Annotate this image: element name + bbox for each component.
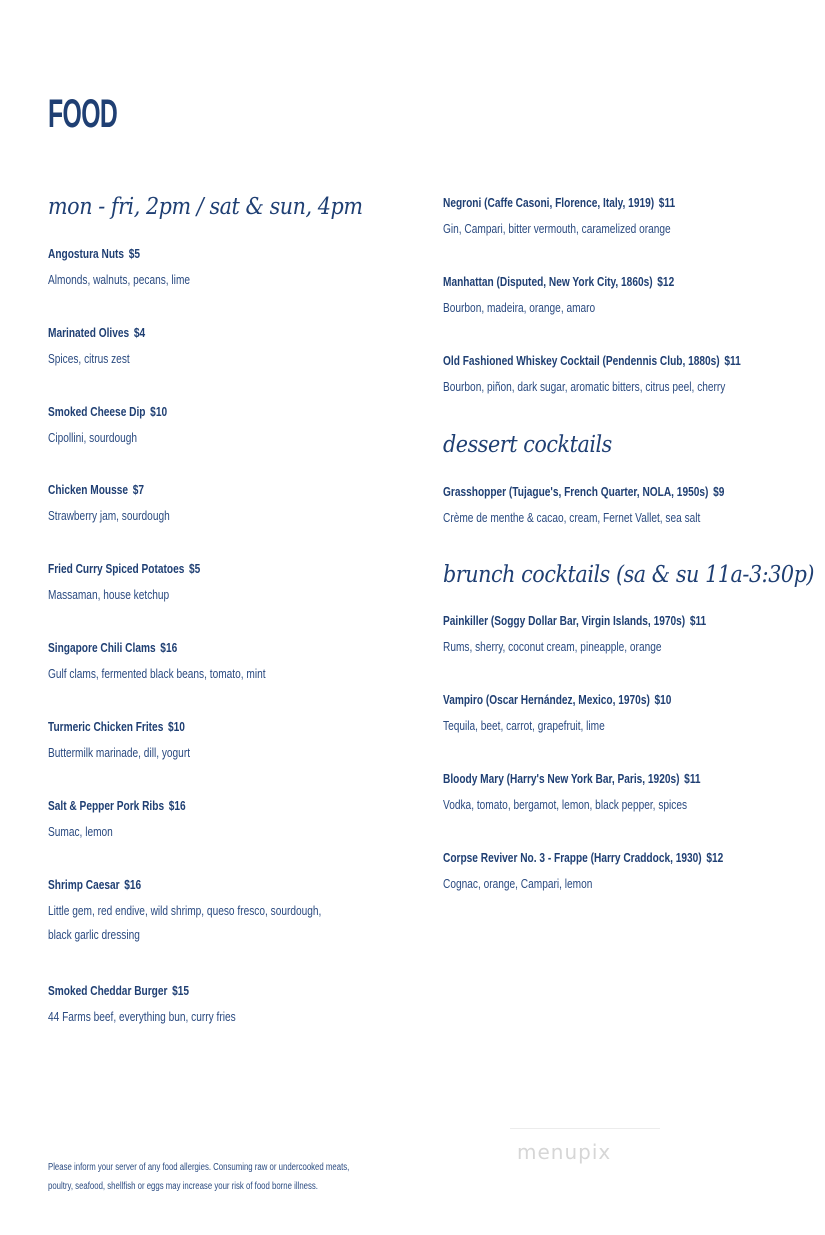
menu-item xyxy=(443,692,736,737)
item-price: $10 xyxy=(654,692,672,707)
item-price: $11 xyxy=(724,353,741,368)
item-description: Strawberry jam, sourdough xyxy=(48,508,170,523)
item-description: Buttermilk marinade, dill, yogurt xyxy=(48,745,191,760)
item-name: Corpse Reviver No. 3 - Frappe (Harry Craddock, 1930) xyxy=(443,850,702,865)
item-description: Massaman, house ketchup xyxy=(48,587,170,602)
item-name: Salt & Pepper Pork Ribs xyxy=(48,798,165,813)
menu-item xyxy=(443,771,773,816)
allergy-notice xyxy=(48,1158,350,1196)
item-price: $5 xyxy=(128,246,141,261)
item-price: $15 xyxy=(172,983,190,998)
item-name: Negroni (Caffe Casoni, Florence, Italy, 1919) xyxy=(443,195,655,210)
item-description: Cipollini, sourdough xyxy=(48,430,138,445)
menu-item xyxy=(443,613,780,658)
item-name: Marinated Olives xyxy=(48,325,130,340)
menu-item xyxy=(443,850,802,895)
menu-item xyxy=(48,246,230,291)
dessert-cocktails-heading: dessert cocktails xyxy=(443,432,612,458)
item-description: Crème de menthe & cacao, cream, Fernet Vallet, sea salt xyxy=(443,510,701,525)
item-name: Fried Curry Spiced Potatoes xyxy=(48,561,185,576)
item-description: Almonds, walnuts, pecans, lime xyxy=(48,272,191,287)
menu-item xyxy=(48,325,173,370)
item-price: $10 xyxy=(150,404,168,419)
item-name: Painkiller (Soggy Dollar Bar, Virgin Islands, 1970s) xyxy=(443,613,686,628)
item-description: Vodka, tomato, bergamot, lemon, black pepper, spices xyxy=(443,797,688,812)
menu-item xyxy=(48,983,289,1028)
allergy-notice-line1: Please inform your server of any food allergies. Consuming raw or undercooked meats, xyxy=(48,1162,350,1173)
item-name: Grasshopper (Tujague's, French Quarter, NOLA, 1950s) xyxy=(443,484,709,499)
item-description: Bourbon, madeira, orange, amaro xyxy=(443,300,596,315)
item-description: Bourbon, piñon, dark sugar, aromatic bitters, citrus peel, cherry xyxy=(443,379,726,394)
item-name: Bloody Mary (Harry's New York Bar, Paris, 1920s) xyxy=(443,771,680,786)
item-price: $16 xyxy=(160,640,178,655)
item-name: Manhattan (Disputed, New York City, 1860s) xyxy=(443,274,653,289)
item-price: $5 xyxy=(189,561,201,576)
item-name: Shrimp Caesar xyxy=(48,877,120,892)
watermark-divider xyxy=(510,1128,660,1129)
item-name: Smoked Cheddar Burger xyxy=(48,983,168,998)
item-description: Cognac, orange, Campari, lemon xyxy=(443,876,593,891)
item-price: $12 xyxy=(657,274,675,289)
menupix-watermark: menupix xyxy=(517,1140,612,1164)
menu-item xyxy=(443,274,739,319)
item-name: Vampiro (Oscar Hernández, Mexico, 1970s) xyxy=(443,692,650,707)
menu-item xyxy=(48,404,201,449)
item-description: Gulf clams, fermented black beans, tomato, mint xyxy=(48,666,266,681)
menu-item xyxy=(48,798,225,843)
menu-item xyxy=(48,719,230,764)
item-description: Sumac, lemon xyxy=(48,824,113,839)
item-price: $11 xyxy=(689,613,707,628)
menu-item xyxy=(443,484,804,529)
menu-item xyxy=(48,877,398,946)
menu-item xyxy=(48,482,204,527)
item-price: $16 xyxy=(124,877,142,892)
item-price: $12 xyxy=(706,850,724,865)
menu-item xyxy=(48,640,327,685)
item-description: 44 Farms beef, everything bun, curry fries xyxy=(48,1009,236,1024)
brunch-cocktails-heading: brunch cocktails (sa & su 11a-3:30p) xyxy=(443,562,815,588)
item-name: Singapore Chili Clams xyxy=(48,640,156,655)
item-name: Turmeric Chicken Frites xyxy=(48,719,164,734)
item-name: Angostura Nuts xyxy=(48,246,125,261)
item-price: $16 xyxy=(168,798,186,813)
item-name: Smoked Cheese Dip xyxy=(48,404,146,419)
food-hours-heading: mon - fri, 2pm / sat & sun, 4pm xyxy=(48,194,363,220)
allergy-notice-line2: poultry, seafood, shellfish or eggs may increase your risk of food borne illness. xyxy=(48,1181,318,1192)
item-price: $7 xyxy=(132,482,144,497)
item-description: Gin, Campari, bitter vermouth, caramelized orange xyxy=(443,221,671,236)
item-description: Rums, sherry, coconut cream, pineapple, orange xyxy=(443,639,662,654)
item-name: Chicken Mousse xyxy=(48,482,129,497)
menu-item xyxy=(443,353,825,398)
item-description-line2: black garlic dressing xyxy=(48,927,140,942)
item-price: $11 xyxy=(658,195,676,210)
item-description: Spices, citrus zest xyxy=(48,351,130,366)
item-description: Little gem, red endive, wild shrimp, queso fresco, sourdough, xyxy=(48,903,322,918)
item-price: $11 xyxy=(684,771,701,786)
item-price: $9 xyxy=(713,484,725,499)
item-name: Old Fashioned Whiskey Cocktail (Pendennis Club, 1880s) xyxy=(443,353,720,368)
item-description: Tequila, beet, carrot, grapefruit, lime xyxy=(443,718,605,733)
item-price: $4 xyxy=(133,325,146,340)
menu-item xyxy=(443,195,741,240)
menu-item xyxy=(48,561,243,606)
item-price: $10 xyxy=(168,719,185,734)
page-title: FOOD xyxy=(48,92,118,136)
